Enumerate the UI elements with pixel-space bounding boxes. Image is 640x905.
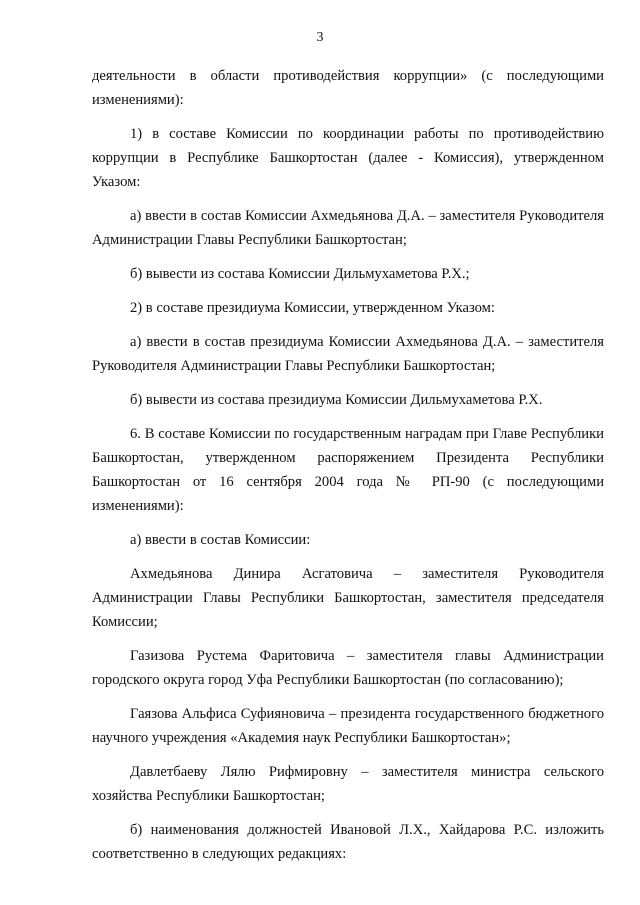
paragraph-item-1a: а) ввести в состав Комиссии Ахмедьянова Д.А. – заместителя Руководителя Администрации Главы Республики Башкортостан; xyxy=(92,208,604,248)
paragraph-member-akhmedyanov: Ахмедьянова Динира Асгатовича – заместителя Руководителя Администрации Главы Республики Башкортостан, заместителя председателя Комиссии; xyxy=(92,566,604,630)
paragraph-item-2b: б) вывести из состава президиума Комиссии Дильмухаметова Р.Х. xyxy=(130,392,543,408)
paragraph-section-6: 6. В составе Комиссии по государственным наградам при Главе Республики Башкортостан, утвержденном распоряжением Президента Республики Башкортостан от 16 сентября 2004 года № РП-90 (с последующими изменениями): xyxy=(92,426,604,514)
page-number: 3 xyxy=(316,30,324,45)
paragraph-item-1: 1) в составе Комиссии по координации работы по противодействию коррупции в Республике Башкортостан (далее - Комиссия), утвержденном Указом: xyxy=(92,126,604,190)
paragraph-item-2a: а) ввести в состав президиума Комиссии Ахмедьянова Д.А. – заместителя Руководителя Администрации Главы Республики Башкортостан; xyxy=(92,334,604,374)
paragraph-continuation: деятельности в области противодействия коррупции» (с последующими изменениями): xyxy=(92,68,604,108)
paragraph-item-1b: б) вывести из состава Комиссии Дильмухаметова Р.Х.; xyxy=(130,266,470,282)
paragraph-member-gazizov: Газизова Рустема Фаритовича – заместителя главы Администрации городского округа город Уфа Республики Башкортостан (по согласованию); xyxy=(92,648,604,688)
document-body xyxy=(92,64,604,876)
paragraph-item-6a: а) ввести в состав Комиссии: xyxy=(130,532,311,548)
paragraph-member-gayazov: Гаязова Альфиса Суфияновича – президента государственного бюджетного научного учреждения «Академия наук Республики Башкортостан»; xyxy=(92,706,604,746)
paragraph-item-6b: б) наименования должностей Ивановой Л.Х., Хайдарова Р.С. изложить соответственно в следующих редакциях: xyxy=(92,822,604,862)
paragraph-item-2: 2) в составе президиума Комиссии, утвержденном Указом: xyxy=(130,300,495,316)
paragraph-member-davletbaeva: Давлетбаеву Лялю Рифмировну – заместителя министра сельского хозяйства Республики Башкортостан; xyxy=(92,764,604,804)
